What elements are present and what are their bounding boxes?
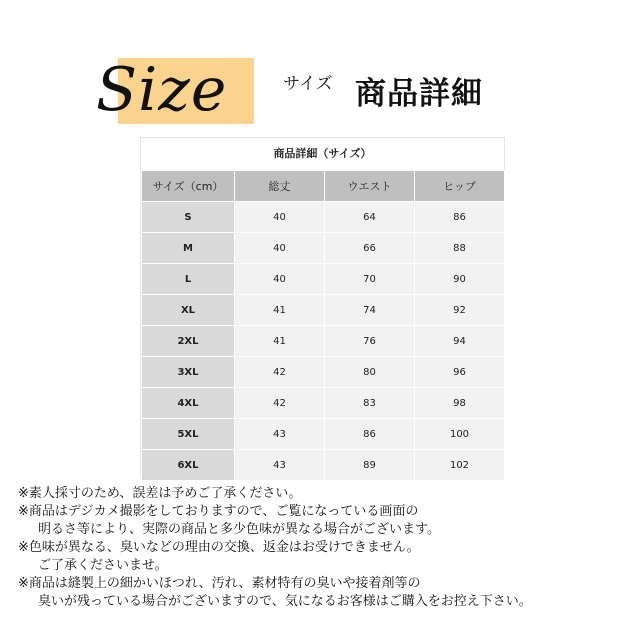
table-row: [142, 233, 505, 264]
note-line: 明るさ等により、実際の商品と多少色味が異なる場合がございます。: [38, 522, 440, 537]
hip-cell: 90: [415, 264, 505, 295]
hip-cell: 98: [415, 388, 505, 419]
length-cell: 43: [235, 450, 325, 481]
table-row: [142, 295, 505, 326]
length-cell: 42: [235, 357, 325, 388]
hip-cell: 92: [415, 295, 505, 326]
table-header-row: [142, 171, 505, 202]
size-cell: S: [142, 202, 235, 233]
waist-cell: 80: [325, 357, 415, 388]
length-cell: 41: [235, 295, 325, 326]
waist-cell: 89: [325, 450, 415, 481]
notes-section: [18, 485, 628, 611]
size-cell: XL: [142, 295, 235, 326]
note-line: ※商品はデジカメ撮影をしておりますので、ご覧になっている画面の: [18, 504, 419, 519]
waist-cell: 76: [325, 326, 415, 357]
hip-cell: 100: [415, 419, 505, 450]
table-row: [142, 357, 505, 388]
length-cell: 40: [235, 233, 325, 264]
length-cell: 40: [235, 202, 325, 233]
waist-cell: 70: [325, 264, 415, 295]
length-cell: 43: [235, 419, 325, 450]
size-cell: 5XL: [142, 419, 235, 450]
size-table: [141, 170, 505, 481]
size-cell: 6XL: [142, 450, 235, 481]
size-script-title: Size: [96, 55, 228, 125]
size-cell: M: [142, 233, 235, 264]
note-line: ※素人採寸のため、誤差は予めご了承ください。: [18, 486, 302, 501]
size-table-panel: [140, 137, 505, 477]
size-cell: 2XL: [142, 326, 235, 357]
table-row: [142, 264, 505, 295]
waist-cell: 86: [325, 419, 415, 450]
hip-cell: 94: [415, 326, 505, 357]
length-cell: 41: [235, 326, 325, 357]
table-row: [142, 450, 505, 481]
waist-cell: 83: [325, 388, 415, 419]
size-cell: 4XL: [142, 388, 235, 419]
table-row: [142, 202, 505, 233]
length-cell: 42: [235, 388, 325, 419]
note-line: ご了承くださいませ。: [38, 558, 168, 573]
column-header-hip: ヒップ: [415, 171, 505, 202]
column-header-length: 総丈: [235, 171, 325, 202]
hip-cell: 88: [415, 233, 505, 264]
waist-cell: 64: [325, 202, 415, 233]
size-cell: L: [142, 264, 235, 295]
size-cell: 3XL: [142, 357, 235, 388]
hip-cell: 96: [415, 357, 505, 388]
note-line: ※商品は縫製上の細かいほつれ、汚れ、素材特有の臭いや接着剤等の: [18, 576, 421, 591]
length-cell: 40: [235, 264, 325, 295]
waist-cell: 74: [325, 295, 415, 326]
table-row: [142, 388, 505, 419]
page-title: 商品詳細: [355, 76, 483, 112]
note-line: ※色味が異なる、臭いなどの理由の交換、返金はお受けできません。: [18, 540, 420, 555]
table-row: [142, 419, 505, 450]
table-row: [142, 326, 505, 357]
size-kana-label: サイズ: [283, 74, 333, 94]
column-header-size: サイズ（cm）: [142, 171, 235, 202]
note-line: 臭いが残っている場合がございますので、気になるお客様はご購入をお控え下さい。: [38, 594, 532, 609]
table-caption: 商品詳細（サイズ）: [273, 147, 372, 160]
hip-cell: 102: [415, 450, 505, 481]
waist-cell: 66: [325, 233, 415, 264]
hip-cell: 86: [415, 202, 505, 233]
column-header-waist: ウエスト: [325, 171, 415, 202]
